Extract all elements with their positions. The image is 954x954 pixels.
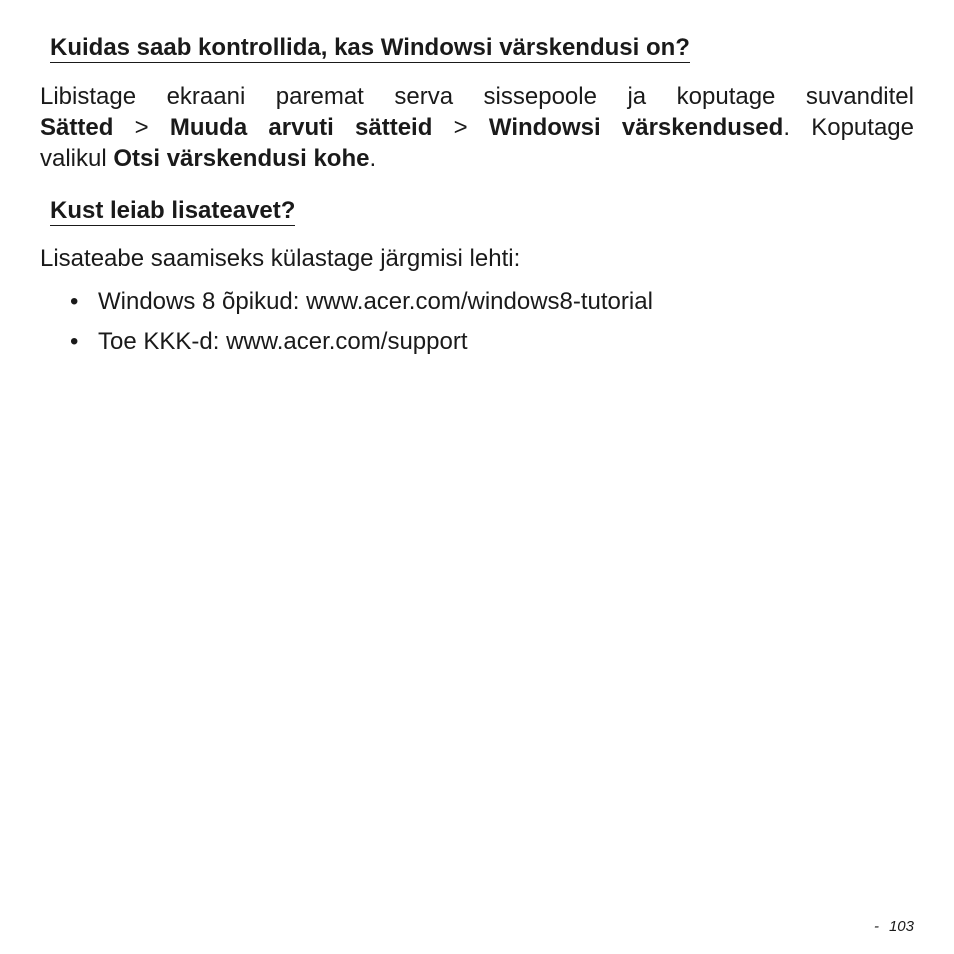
instructions-paragraph bbox=[40, 81, 914, 174]
section-heading-windows-updates bbox=[50, 34, 690, 62]
menu-path-check-now: Otsi värskendusi kohe bbox=[113, 145, 370, 172]
instructions-line-3 bbox=[40, 143, 914, 174]
more-info-intro: Lisateabe saamiseks külastage järgmisi lehti: bbox=[40, 245, 521, 272]
list-item bbox=[40, 322, 653, 362]
menu-path-change-pc-settings: Muuda arvuti sätteid bbox=[169, 114, 433, 141]
instructions-line-2 bbox=[40, 112, 914, 143]
more-info-list bbox=[40, 282, 653, 362]
list-item bbox=[40, 282, 653, 322]
section-heading-more-info bbox=[50, 197, 295, 225]
menu-path-separator: > bbox=[113, 114, 170, 141]
instructions-text: . Koputage bbox=[783, 114, 914, 141]
bullet-icon: • bbox=[70, 328, 79, 355]
instructions-text: . bbox=[369, 145, 377, 172]
section-heading-text: Kuidas saab kontrollida, kas Windowsi värskendusi on? bbox=[50, 34, 690, 61]
footer-dash: - bbox=[873, 918, 879, 935]
bullet-icon: • bbox=[70, 288, 79, 315]
menu-path-separator: > bbox=[432, 114, 489, 141]
list-item-text: Windows 8 õpikud: www.acer.com/windows8-tutorial bbox=[98, 288, 653, 315]
instructions-line-1: Libistage ekraani paremat serva sissepoole ja koputage suvanditel bbox=[40, 83, 914, 110]
page-footer bbox=[874, 918, 914, 935]
page-number: 103 bbox=[888, 918, 914, 935]
instructions-text: valikul bbox=[40, 145, 114, 172]
menu-path-settings: Sätted bbox=[40, 114, 114, 141]
list-item-text: Toe KKK-d: www.acer.com/support bbox=[98, 328, 468, 355]
menu-path-windows-update: Windowsi värskendused bbox=[488, 114, 784, 141]
section-heading-text: Kust leiab lisateavet? bbox=[50, 197, 296, 224]
